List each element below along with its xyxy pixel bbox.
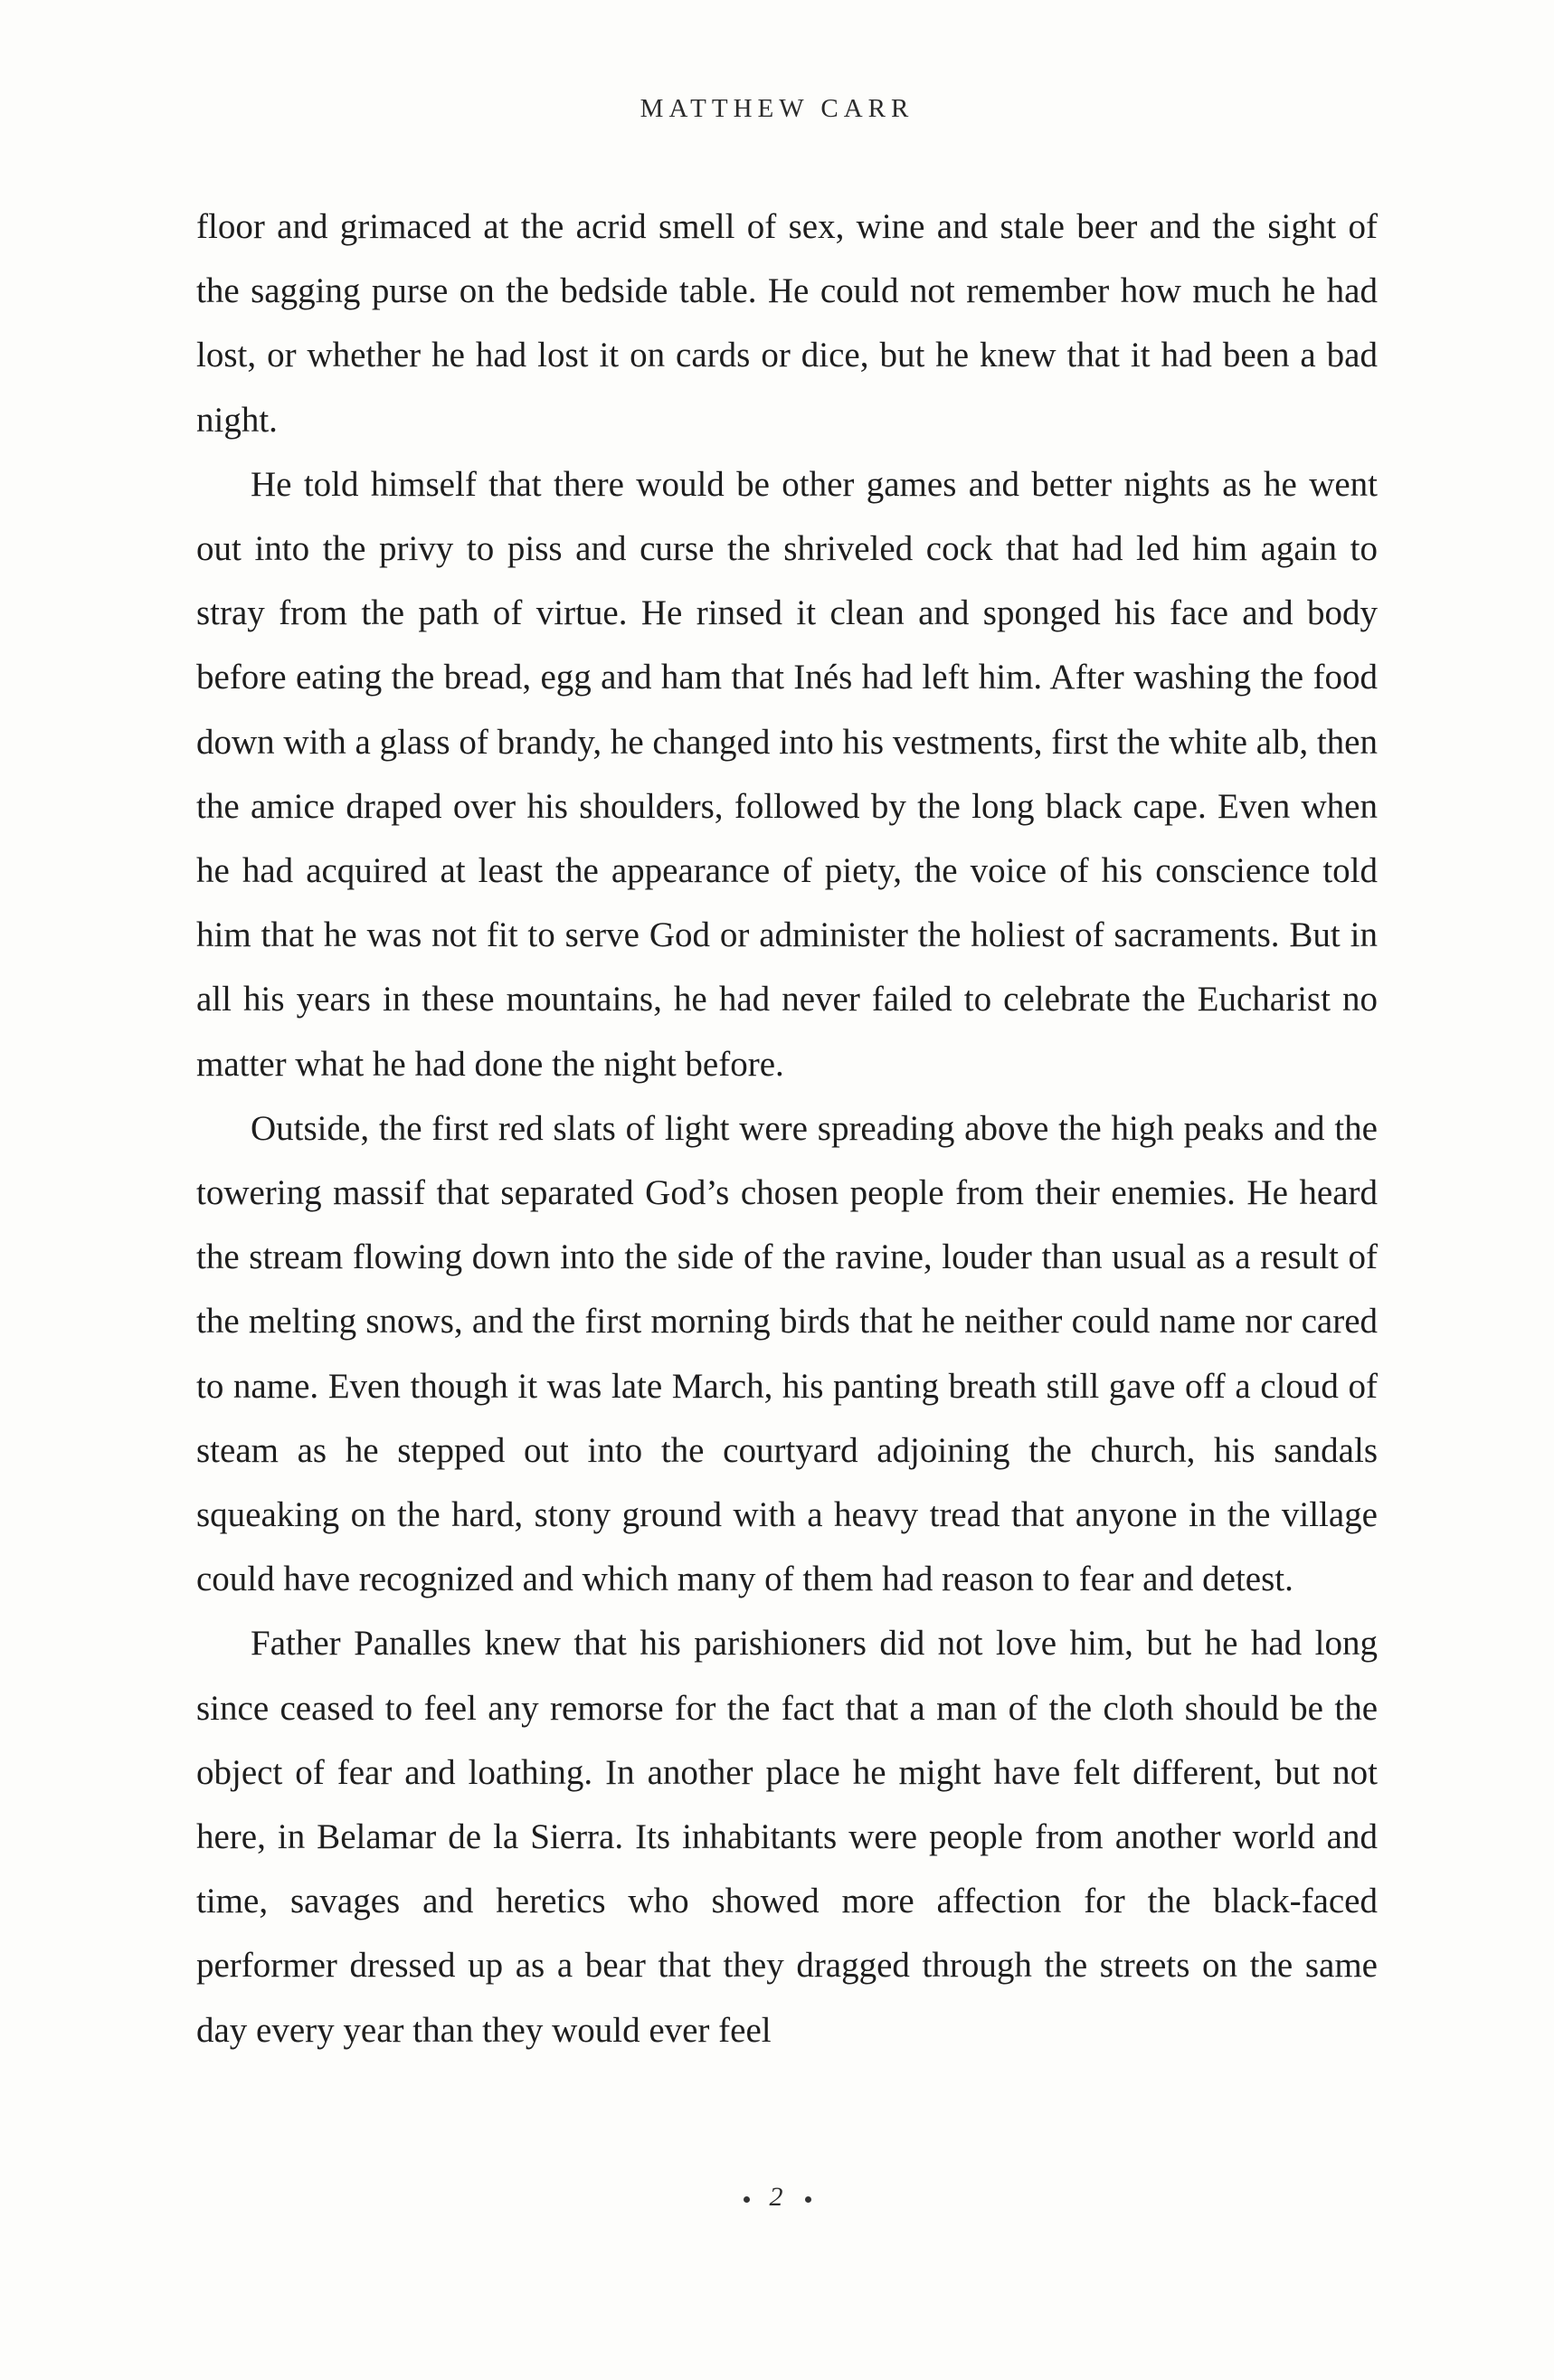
- page-folio: [0, 2182, 1554, 2213]
- page-body: [196, 194, 1378, 2062]
- paragraph-1: floor and grimaced at the acrid smell of sex, wine and stale beer and the sight of the sagging purse on the bedside table. He could not remember how much he had lost, or whether he had lost it on cards or dice, but he knew that it had been a bad night.: [196, 207, 1378, 440]
- page-number: 2: [769, 2182, 785, 2212]
- paragraph-2: He told himself that there would be other games and better nights as he went out into the privy to piss and curse the shriveled cock that had led him again to stray from the path of virtue. He rinsed it clean and sponged his face and body before eating the bread, egg and ham that Inés had left him. After washing the food down with a glass of brandy, he changed into his vestments, first the white alb, then the amice draped over his shoulders, followed by the long black cape. Even when he had acquired at least the appearance of piety, the voice of his conscience told him that he was not fit to serve God or administer the holiest of sacraments. But in all his years in these mountains, he had never failed to celebrate the Eucharist no matter what he had done the night before.: [196, 464, 1378, 1084]
- running-head: MATTHEW CARR: [640, 94, 914, 123]
- bullet-left-icon: [744, 2196, 750, 2203]
- paragraph-4: Father Panalles knew that his parishioners did not love him, but he had long since ceased to feel any remorse for the fact that a man of the cloth should be the object of fear and loathing. In another place he might have felt different, but not here, in Belamar de la Sierra. Its inhabitants were people from another world and time, savages and heretics who showed more affection for the black-faced performer dressed up as a bear that they dragged through the streets on the same day every year than they would ever feel: [196, 1624, 1378, 2050]
- bullet-right-icon: [805, 2196, 811, 2203]
- paragraph-3: Outside, the first red slats of light were spreading above the high peaks and the towering massif that separated God’s chosen people from their enemies. He heard the stream flowing down into the side of the ravine, louder than usual as a result of the melting snows, and the first morning birds that he neither could name nor cared to name. Even though it was late March, his panting breath still gave off a cloud of steam as he stepped out into the courtyard adjoining the church, his sandals squeaking on the hard, stony ground with a heavy tread that anyone in the village could have recognized and which many of them had reason to fear and detest.: [196, 1108, 1378, 1599]
